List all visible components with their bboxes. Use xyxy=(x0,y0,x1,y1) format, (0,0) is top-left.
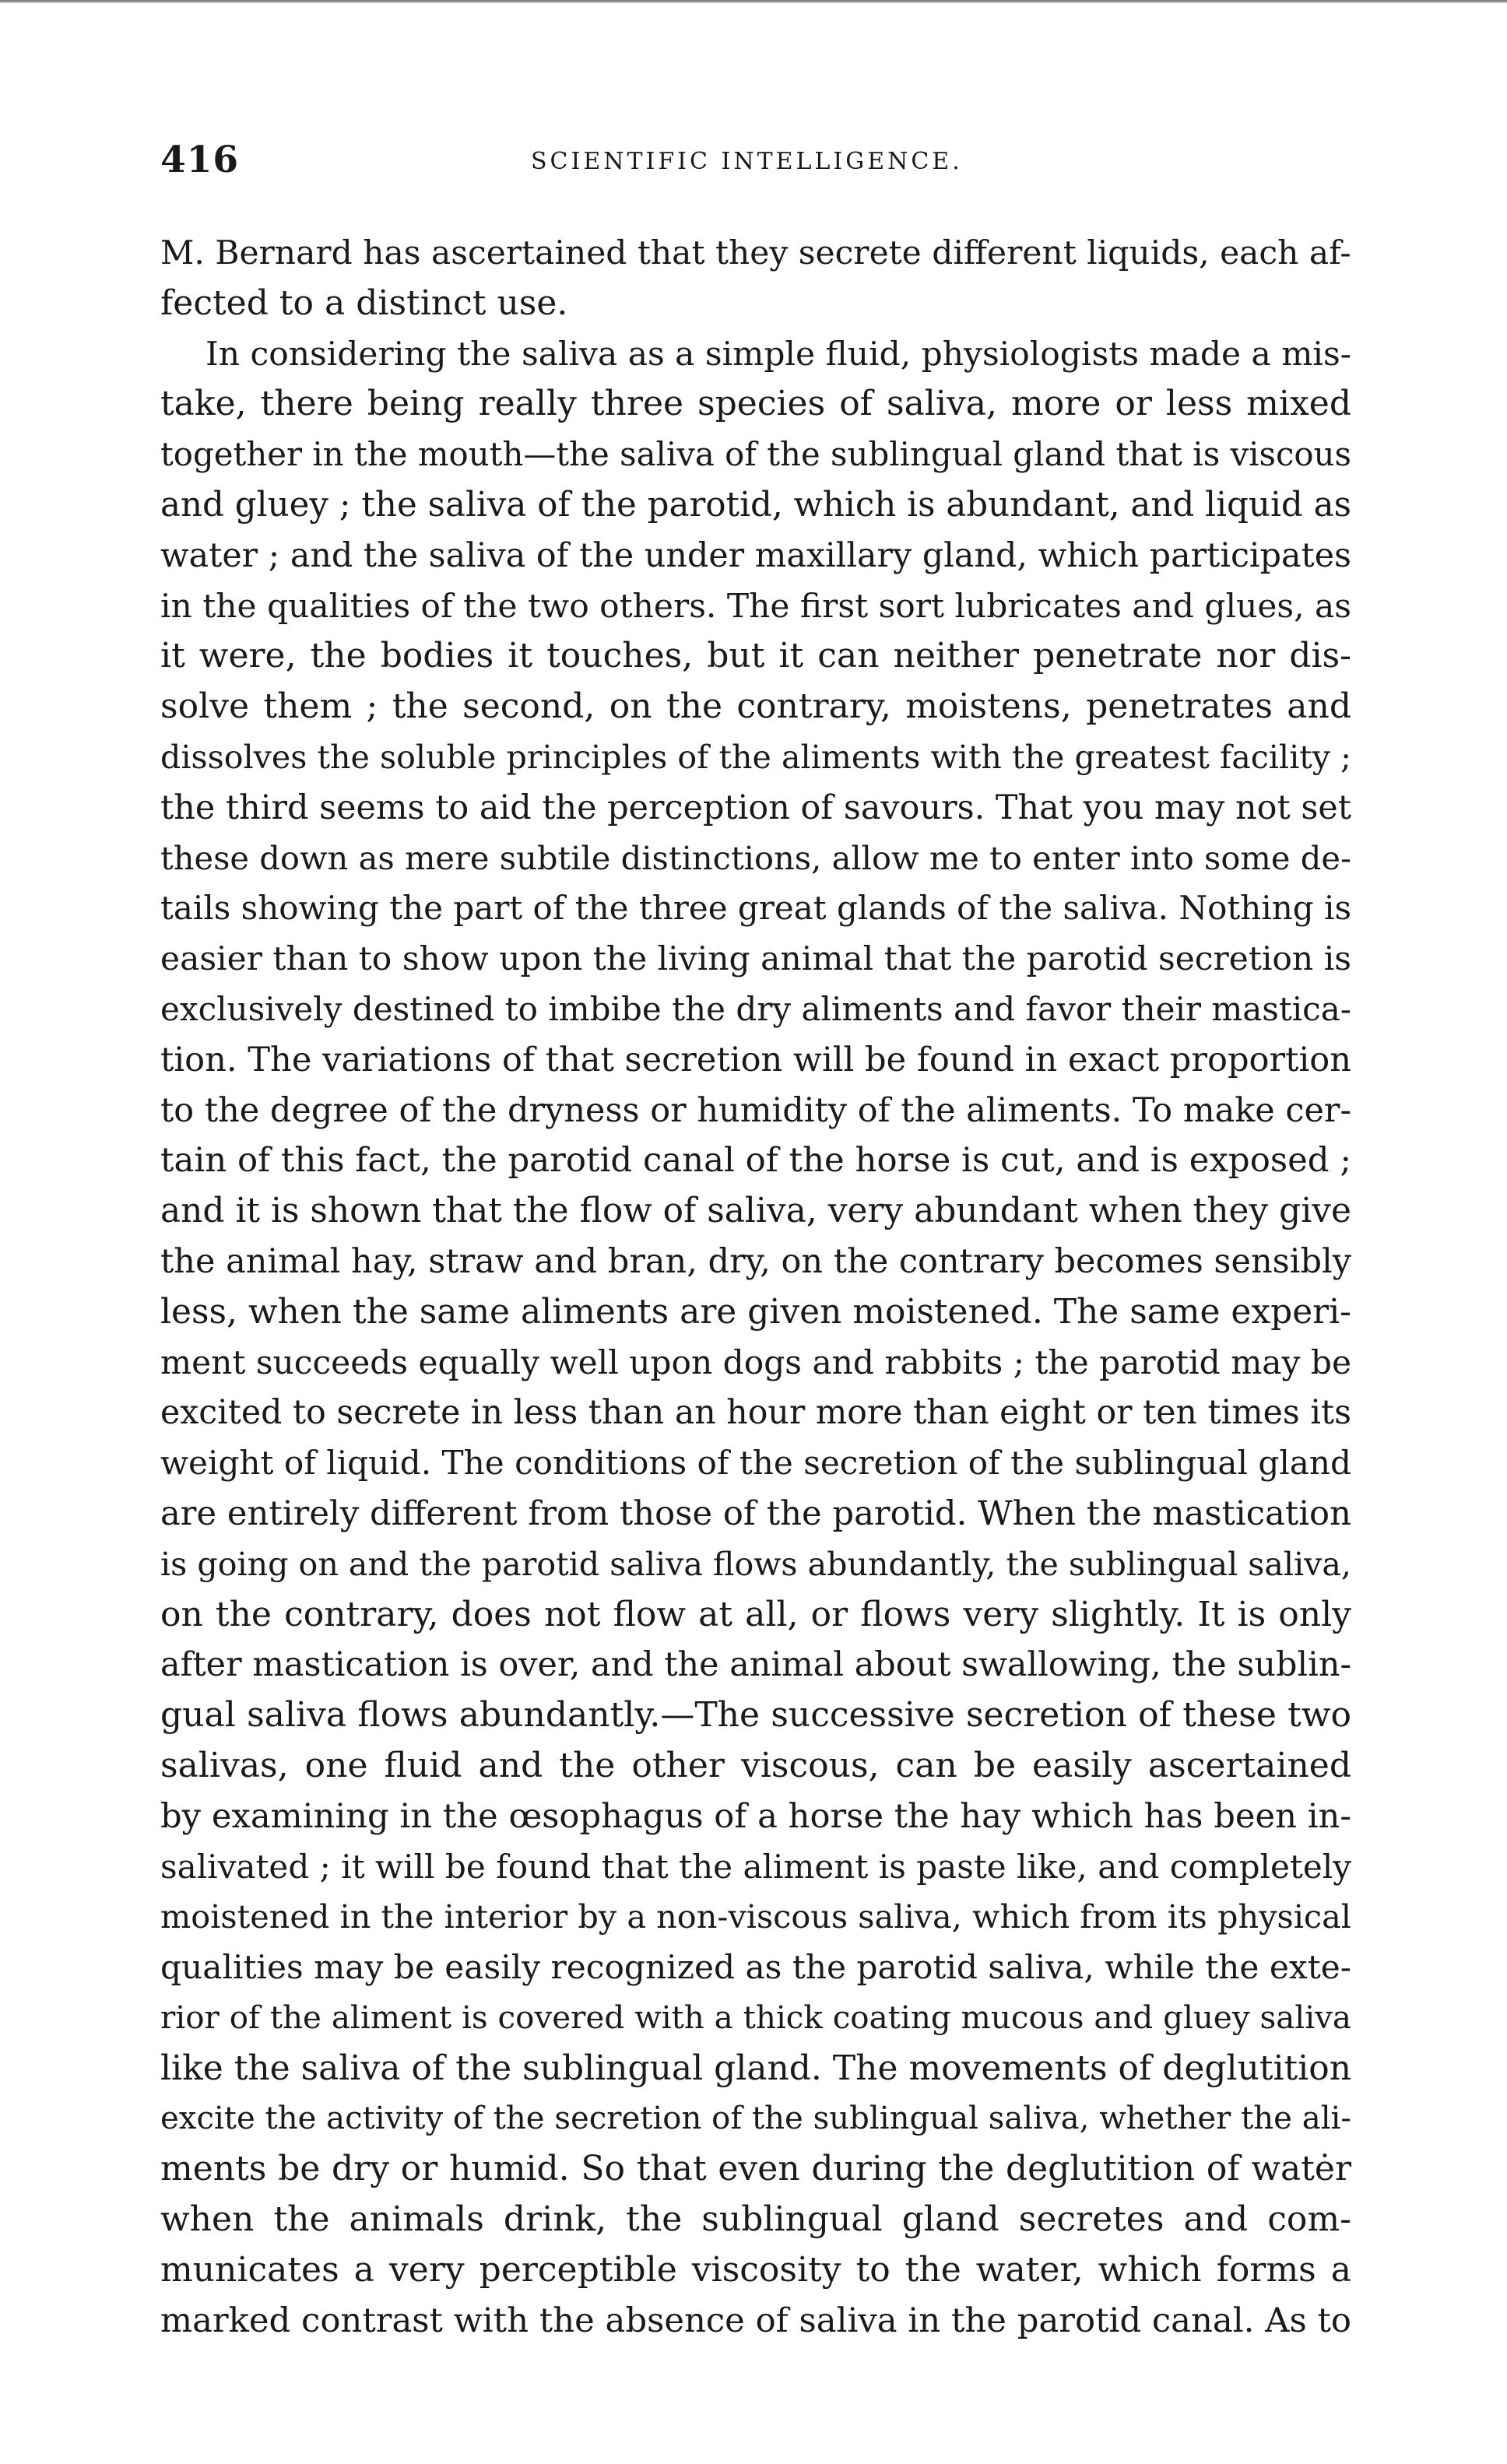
text-line: and gluey ; the saliva of the parotid, which is abundant, and liquid as xyxy=(160,485,1351,525)
text-line: like the saliva of the sublingual gland. The movements of deglutition xyxy=(160,2048,1351,2088)
text-line: tion. The variations of that secretion will be found in exact proportion xyxy=(160,1040,1351,1079)
text-line: fected to a distinct use. xyxy=(160,283,568,323)
text-line: marked contrast with the absence of saliva in the parotid canal. As to xyxy=(160,2301,1351,2340)
text-line: ment succeeds equally well upon dogs and rabbits ; the parotid may be xyxy=(160,1343,1351,1381)
text-line: solve them ; the second, on the contrary, moistens, penetrates and xyxy=(160,686,1351,727)
text-line: moistened in the interior by a non-viscous saliva, which from its physical xyxy=(160,1898,1351,1936)
text-line: together in the mouth—the saliva of the sublingual gland that is viscous xyxy=(160,435,1351,474)
text-line: salivated ; it will be found that the aliment is paste like, and completely xyxy=(160,1847,1351,1886)
text-line: water ; and the saliva of the under maxillary gland, which participates xyxy=(160,535,1351,575)
text-line: dissolves the soluble principles of the aliments with the greatest facility ; xyxy=(160,738,1351,776)
text-line: excited to secrete in less than an hour more than eight or ten times its xyxy=(160,1393,1351,1433)
text-line: are entirely different from those of the parotid. When the mastication xyxy=(160,1493,1351,1533)
text-line: it were, the bodies it touches, but it can neither penetrate nor dis- xyxy=(160,636,1351,676)
scan-top-edge xyxy=(0,0,1507,3)
text-line: the third seems to aid the perception of savours. That you may not set xyxy=(160,788,1351,827)
text-line: after mastication is over, and the animal about swallowing, the sublin- xyxy=(160,1645,1351,1685)
text-line: tails showing the part of the three great glands of the saliva. Nothing is xyxy=(160,889,1351,928)
text-line: take, there being really three species of saliva, more or less mixed xyxy=(160,384,1351,424)
text-line: by examining in the œsophagus of a horse the hay which has been in- xyxy=(160,1796,1352,1836)
text-line: rior of the aliment is covered with a thick coating mucous and gluey saliva xyxy=(160,1999,1351,2036)
text-line: and it is shown that the flow of saliva, very abundant when they give xyxy=(160,1191,1351,1231)
text-line: when the animals drink, the sublingual gland secretes and com- xyxy=(160,2199,1351,2240)
text-line: municates a very perceptible viscosity to the water, which forms a xyxy=(160,2249,1351,2290)
text-line: easier than to show upon the living animal that the parotid secretion is xyxy=(160,939,1351,978)
text-line: gual saliva flows abundantly.—The successive secretion of these two xyxy=(160,1695,1351,1736)
text-line: exclusively destined to imbibe the dry aliments and favor their mastica- xyxy=(160,989,1351,1028)
text-line: ments be dry or humid. So that even during the deglutition of watėr xyxy=(160,2149,1351,2189)
text-line: tain of this fact, the parotid canal of the horse is cut, and is exposed ; xyxy=(160,1141,1352,1181)
running-head: SCIENTIFIC INTELLIGENCE. xyxy=(531,148,963,175)
text-line: in the qualities of the two others. The first sort lubricates and glues, as xyxy=(160,586,1351,625)
text-line: to the degree of the dryness or humidity of the aliments. To make cer- xyxy=(160,1090,1351,1130)
text-line: these down as mere subtile distinctions, allow me to enter into some de- xyxy=(160,838,1351,877)
page-header xyxy=(160,139,1351,193)
text-line: salivas, one fluid and the other viscous, can be easily ascertained xyxy=(160,1745,1351,1785)
text-line: excite the activity of the secretion of the sublingual saliva, whether the ali- xyxy=(160,2101,1351,2137)
text-line: M. Bernard has ascertained that they secrete different liquids, each af- xyxy=(160,233,1351,272)
text-line: qualities may be easily recognized as the parotid saliva, while the exte- xyxy=(160,1948,1351,1987)
text-line: on the contrary, does not flow at all, or flows very slightly. It is only xyxy=(160,1594,1351,1634)
text-line: weight of liquid. The conditions of the secretion of the sublingual gland xyxy=(160,1444,1351,1483)
text-line: less, when the same aliments are given moistened. The same experi- xyxy=(160,1291,1351,1332)
page-number: 416 xyxy=(160,139,240,181)
text-line: the animal hay, straw and bran, dry, on the contrary becomes sensibly xyxy=(160,1241,1352,1281)
body-text xyxy=(160,228,1351,2346)
text-line: In considering the saliva as a simple fluid, physiologists made a mis- xyxy=(206,334,1351,373)
text-line: is going on and the parotid saliva flows abundantly, the sublingual saliva, xyxy=(160,1545,1351,1583)
